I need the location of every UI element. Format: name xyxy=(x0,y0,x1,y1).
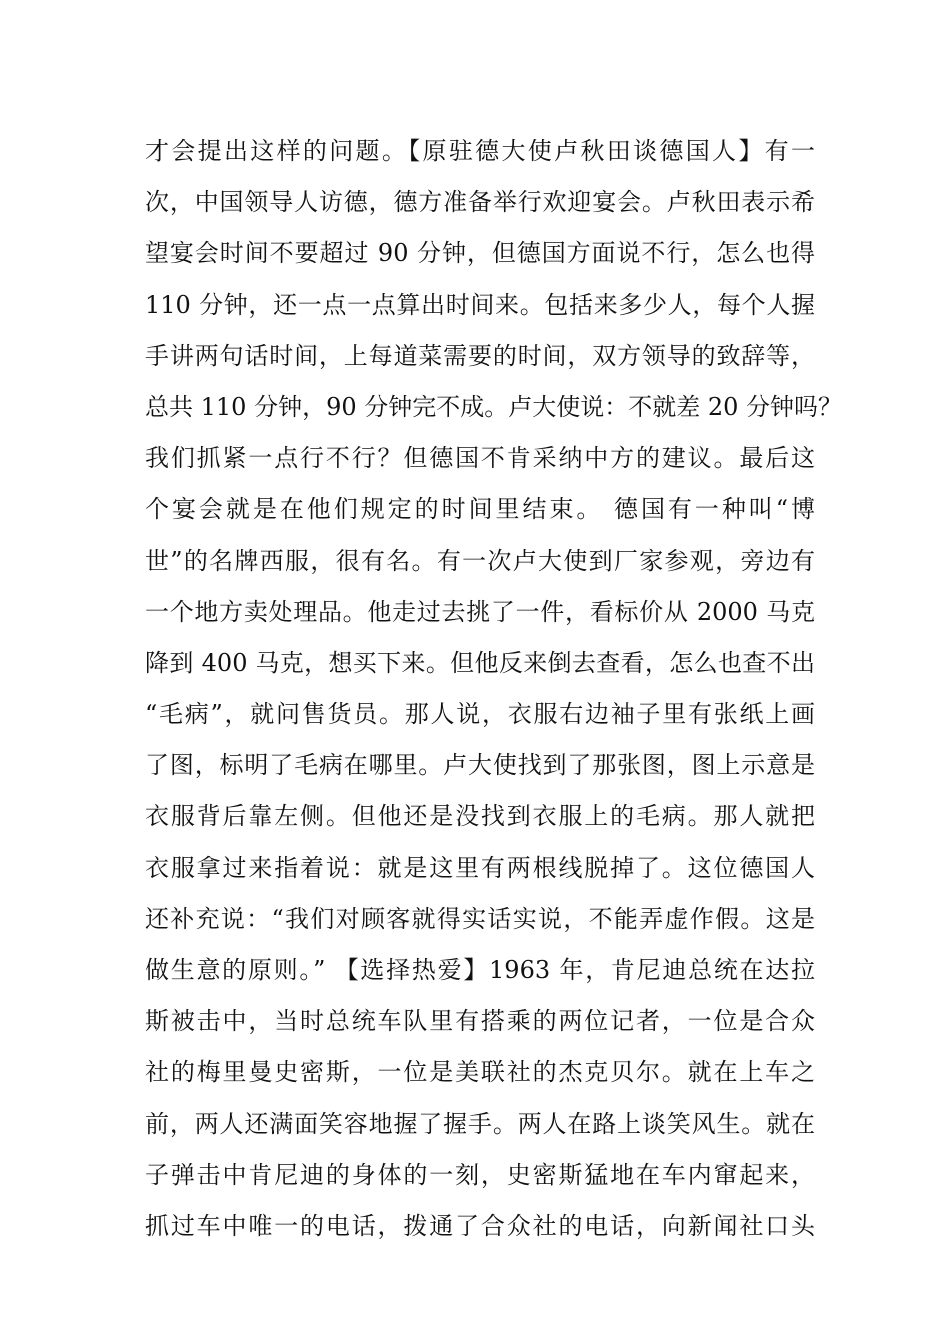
text-line: 还补充说：“我们对顾客就得实话实说，不能弄虚作假。这是 xyxy=(145,904,815,933)
body-text xyxy=(145,126,843,1252)
text-line: 110 分钟，还一点一点算出时间来。包括来多少人，每个人握 xyxy=(145,290,815,319)
text-line: 一个地方卖处理品。他走过去挑了一件，看标价从 2000 马克 xyxy=(145,597,815,626)
text-line: 了图，标明了毛病在哪里。卢大使找到了那张图，图上示意是 xyxy=(145,751,815,780)
text-line: 我们抓紧一点行不行？但德国不肯采纳中方的建议。最后这 xyxy=(145,444,815,473)
text-line: 衣服背后靠左侧。但他还是没找到衣服上的毛病。那人就把 xyxy=(145,802,815,831)
text-line: 抓过车中唯一的电话，拨通了合众社的电话，向新闻社口头 xyxy=(145,1211,815,1240)
text-line: 降到 400 马克，想买下来。但他反来倒去查看，怎么也查不出 xyxy=(145,648,815,677)
text-line: 子弹击中肯尼迪的身体的一刻，史密斯猛地在车内窜起来， xyxy=(145,1160,815,1189)
text-line: 前，两人还满面笑容地握了握手。两人在路上谈笑风生。就在 xyxy=(145,1109,815,1138)
text-line: 斯被击中，当时总统车队里有搭乘的两位记者，一位是合众 xyxy=(145,1007,815,1036)
text-line: 世”的名牌西服，很有名。有一次卢大使到厂家参观，旁边有 xyxy=(145,546,815,575)
text-line: 次，中国领导人访德，德方准备举行欢迎宴会。卢秋田表示希 xyxy=(145,188,815,217)
text-line: 社的梅里曼史密斯，一位是美联社的杰克贝尔。就在上车之 xyxy=(145,1058,815,1087)
text-line: “毛病”，就问售货员。那人说，衣服右边袖子里有张纸上画 xyxy=(145,700,815,729)
text-line: 才会提出这样的问题。【原驻德大使卢秋田谈德国人】有一 xyxy=(145,137,815,165)
text-line: 望宴会时间不要超过 90 分钟，但德国方面说不行，怎么也得 xyxy=(145,239,815,268)
text-line: 手讲两句话时间，上每道菜需要的时间，双方领导的致辞等， xyxy=(145,341,815,370)
text-line: 衣服拿过来指着说：就是这里有两根线脱掉了。这位德国人 xyxy=(145,853,815,882)
text-line: 总共 110 分钟，90 分钟完不成。卢大使说：不就差 20 分钟吗？ xyxy=(145,392,843,421)
text-line: 做生意的原则。” 【选择热爱】1963 年，肯尼迪总统在达拉 xyxy=(145,956,815,984)
text-line: 个宴会就是在他们规定的时间里结束。 德国有一种叫“博 xyxy=(145,495,815,524)
